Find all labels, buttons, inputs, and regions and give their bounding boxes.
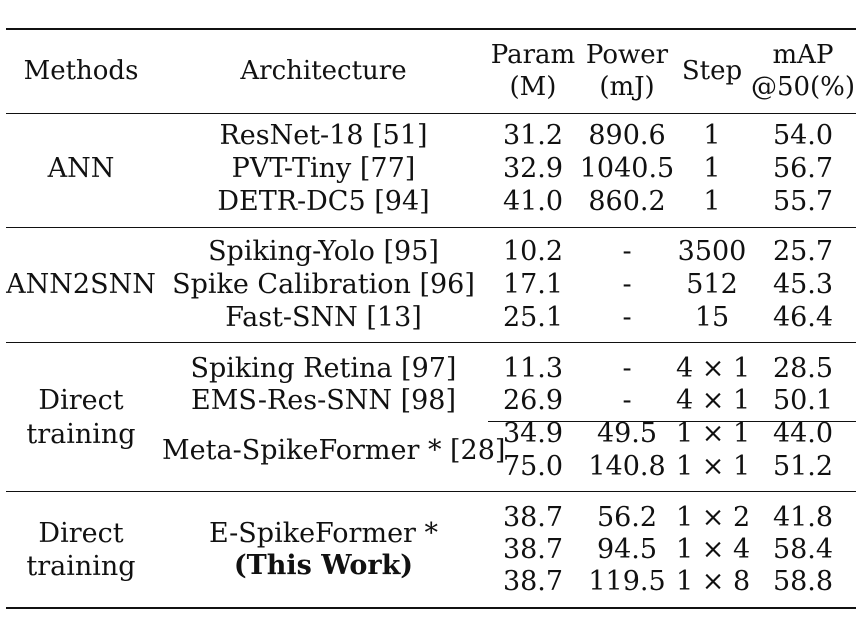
param-cell: 34.9: [502, 418, 564, 449]
step-cell: 1 × 1: [676, 418, 751, 449]
step-cell: 1: [703, 153, 721, 184]
param-cell: 31.2: [502, 120, 564, 151]
header-step: Step: [681, 56, 743, 86]
method-direct-training-line2: training: [26, 551, 136, 582]
param-cell: 38.7: [502, 566, 564, 597]
param-cell: 26.9: [502, 385, 564, 416]
method-ann: ANN: [47, 153, 115, 184]
param-cell: 32.9: [502, 153, 564, 184]
map-cell: 44.0: [772, 418, 834, 449]
power-cell: -: [622, 236, 632, 267]
power-cell: -: [622, 302, 632, 333]
method-direct-training-line2: training: [26, 419, 136, 450]
map-cell: 46.4: [772, 302, 834, 333]
step-cell: 4 × 1: [676, 385, 751, 416]
method-ann2snn: ANN2SNN: [6, 269, 156, 300]
map-cell: 25.7: [772, 236, 834, 267]
power-cell: 49.5: [596, 418, 658, 449]
arch-cell: Spike Calibration [96]: [172, 269, 475, 300]
header-param-unit: (M): [509, 72, 557, 102]
power-cell: 119.5: [588, 566, 666, 597]
header-power: Power: [585, 40, 669, 70]
map-cell: 51.2: [772, 451, 834, 482]
map-cell: 28.5: [772, 353, 834, 384]
header-param: Param: [490, 40, 576, 70]
arch-cell: Fast-SNN [13]: [225, 302, 422, 333]
power-cell: -: [622, 269, 632, 300]
map-cell: 55.7: [772, 186, 834, 217]
map-cell: 56.7: [772, 153, 834, 184]
map-cell: 54.0: [772, 120, 834, 151]
map-cell: 50.1: [772, 385, 834, 416]
arch-cell: Spiking-Yolo [95]: [208, 236, 439, 267]
power-cell: 1040.5: [579, 153, 675, 184]
param-cell: 11.3: [502, 353, 564, 384]
power-cell: 56.2: [596, 502, 658, 533]
arch-cell-e-spikeformer: E-SpikeFormer *: [208, 518, 439, 549]
group-rule-3: [6, 491, 856, 492]
param-cell: 41.0: [502, 186, 564, 217]
header-power-unit: (mJ): [599, 72, 655, 102]
step-cell: 1 × 1: [676, 451, 751, 482]
power-cell: 140.8: [588, 451, 666, 482]
arch-cell: ResNet-18 [51]: [219, 120, 428, 151]
header-rule: [6, 113, 856, 114]
step-cell: 15: [694, 302, 730, 333]
map-cell: 58.8: [772, 566, 834, 597]
top-rule: [6, 28, 856, 30]
param-cell: 10.2: [502, 236, 564, 267]
step-cell: 4 × 1: [676, 353, 751, 384]
power-cell: -: [622, 353, 632, 384]
method-direct-training: Direct: [38, 518, 124, 549]
power-cell: 860.2: [588, 186, 666, 217]
header-methods: Methods: [23, 56, 139, 86]
param-cell: 38.7: [502, 534, 564, 565]
bottom-rule: [6, 607, 856, 609]
step-cell: 512: [686, 269, 738, 300]
step-cell: 1 × 8: [676, 566, 751, 597]
arch-cell-this-work: (This Work): [233, 550, 414, 581]
group-rule-2: [6, 342, 856, 343]
power-cell: 94.5: [596, 534, 658, 565]
step-cell: 1: [703, 186, 721, 217]
param-cell: 17.1: [502, 269, 564, 300]
arch-cell: PVT-Tiny [77]: [231, 153, 416, 184]
power-cell: -: [622, 385, 632, 416]
step-cell: 3500: [677, 236, 747, 267]
step-cell: 1 × 4: [676, 534, 751, 565]
header-map-unit: @50(%): [750, 72, 856, 102]
map-cell: 58.4: [772, 534, 834, 565]
arch-cell: Spiking Retina [97]: [190, 353, 457, 384]
step-cell: 1 × 2: [676, 502, 751, 533]
method-direct-training: Direct: [38, 385, 124, 416]
arch-cell-meta-spikeformer: Meta-SpikeFormer * [28]: [162, 435, 506, 466]
step-cell: 1: [703, 120, 721, 151]
map-cell: 41.8: [772, 502, 834, 533]
param-cell: 25.1: [502, 302, 564, 333]
arch-cell: DETR-DC5 [94]: [217, 186, 430, 217]
header-map: mAP: [772, 40, 834, 70]
arch-cell: EMS-Res-SNN [98]: [190, 385, 456, 416]
header-architecture: Architecture: [240, 56, 407, 86]
param-cell: 38.7: [502, 502, 564, 533]
power-cell: 890.6: [588, 120, 666, 151]
map-cell: 45.3: [772, 269, 834, 300]
group-rule-1: [6, 227, 856, 228]
param-cell: 75.0: [502, 451, 564, 482]
